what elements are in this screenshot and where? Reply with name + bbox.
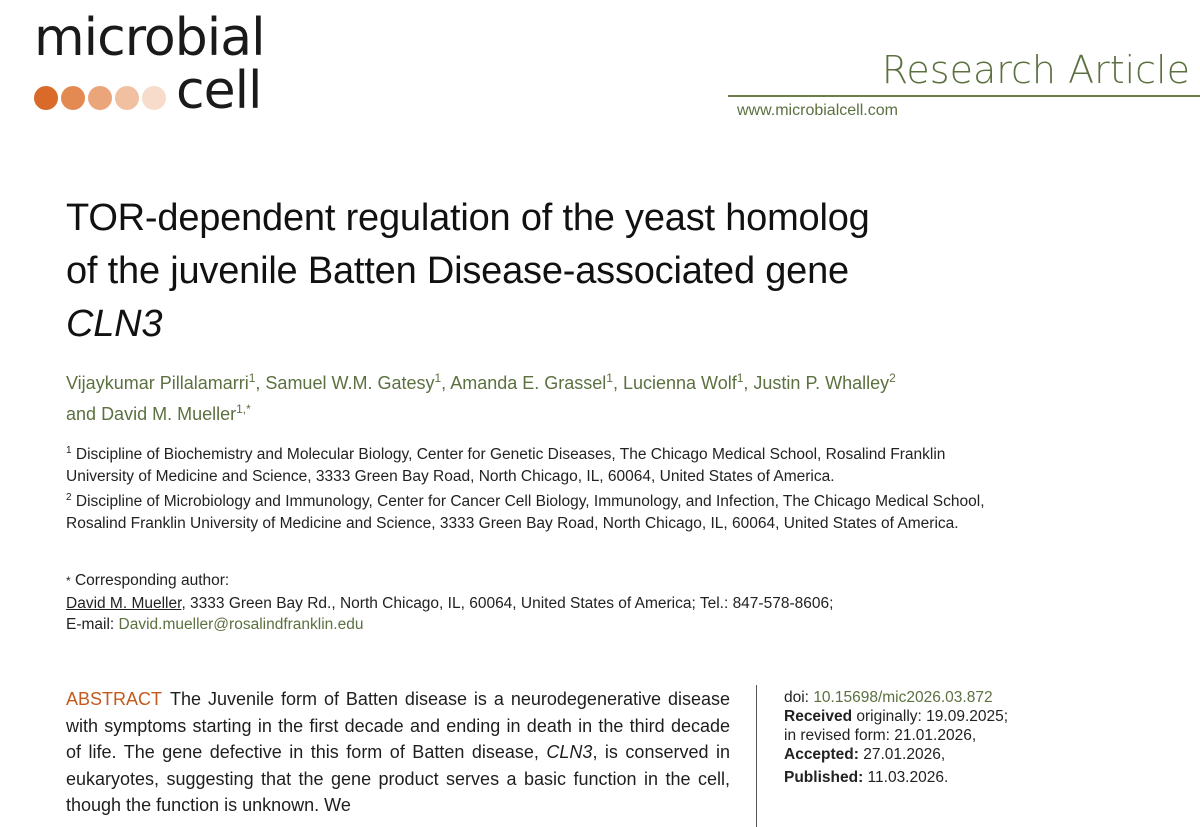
revised-date: in revised form: 21.01.2026, (784, 727, 977, 744)
title-line: of the juvenile Batten Disease-associated gene (66, 250, 849, 292)
affiliation-item (66, 440, 986, 487)
author-name: Lucienna Wolf (622, 373, 737, 393)
corresponding-author-name: David M. Mueller (66, 594, 182, 612)
affiliation-text: Discipline of Microbiology and Immunology, Center for Cancer Cell Biology, Immunology, and Infection, The Chicago Medical School, Rosalind Franklin University of Medicine and Science, 3333 Green Bay Road, North Chicago, IL, 60064, United States of America. (66, 493, 985, 532)
logo-dots (34, 86, 166, 110)
correspondence-label: Corresponding author: (74, 572, 230, 589)
published-label: Published: (784, 769, 864, 786)
article-metadata (784, 688, 1008, 787)
logo-dot (142, 86, 166, 110)
author-name: Vijaykumar Pillalamarri (66, 373, 249, 393)
logo-dot (115, 86, 139, 110)
doi-link[interactable]: 10.15698/mic2026.03.872 (813, 689, 993, 706)
affiliation-number: 2 (66, 492, 72, 504)
asterisk-icon: * (66, 574, 71, 588)
author-affiliation-mark: 1 (736, 371, 744, 385)
author-name: Amanda E. Grassel (450, 373, 607, 393)
affiliation-item (66, 487, 986, 534)
logo-word-microbial: microbial (34, 8, 265, 68)
logo-dot (34, 86, 58, 110)
author-name: David M. Mueller (101, 404, 237, 424)
author-affiliation-mark: 1 (434, 371, 442, 385)
affiliations (66, 440, 986, 534)
doi-label: doi: (784, 689, 809, 706)
affiliation-number: 1 (66, 445, 72, 456)
column-divider (756, 685, 757, 827)
logo-word-cell: cell (176, 61, 262, 121)
author-list: Vijaykumar Pillalamarri$^1$, Samuel W.M. Gatesy$^1$, Amanda E. Grassel$^1$, Lucienna Wolf$^1$, Justin P. Whalley$^2$ and David M. Mueller$^{1,*}$ (66, 371, 896, 424)
article-type: Research Article (881, 48, 1190, 92)
correspondence-block (66, 570, 986, 636)
author-affiliation-mark: 1 (248, 371, 256, 385)
abstract-heading: ABSTRACT (66, 689, 163, 709)
author-joiner: and (66, 404, 97, 424)
author-affiliation-mark: 1,* (236, 402, 251, 416)
email-label: E-mail: (66, 616, 119, 633)
article-title (66, 192, 1066, 351)
title-gene: CLN3 (66, 303, 163, 345)
accepted-label: Accepted: (784, 746, 859, 763)
logo-dot (61, 86, 85, 110)
journal-logo (34, 8, 265, 121)
abstract-gene: CLN3 (546, 742, 593, 762)
published-date: 11.03.2026. (867, 769, 949, 786)
author-affiliation-mark: 2 (889, 371, 896, 385)
abstract-text: , is conserved in eukaryotes, suggesting that the gene product serves a basic function in the cell, though the function is unknown. We (66, 742, 730, 815)
abstract-text: The Juvenile form of Batten disease is a neurodegenerative disease with symptoms starting in the first decade and ending in death in the third decade of life. The gene defective in this form of Batten disease, (66, 689, 730, 762)
logo-dot (88, 86, 112, 110)
author-name: Justin P. Whalley (753, 373, 890, 393)
corresponding-address: , 3333 Green Bay Rd., North Chicago, IL, 60064, United States of America; Tel.: 847-578-8606; (181, 594, 834, 612)
journal-website-link[interactable]: www.microbialcell.com (737, 102, 898, 119)
received-label: Received (784, 708, 853, 725)
title-line: TOR-dependent regulation of the yeast homolog (66, 197, 870, 239)
author-name: Samuel W.M. Gatesy (265, 373, 435, 393)
accepted-date: 27.01.2026, (863, 746, 946, 763)
author-affiliation-mark: 1 (606, 371, 613, 385)
affiliation-text: Discipline of Biochemistry and Molecular Biology, Center for Genetic Diseases, The Chicago Medical School, Rosalind Franklin University of Medicine and Science, 3333 Green Bay Road, North Chicago, IL, 60064, United States of America. (66, 446, 946, 485)
email-link[interactable]: David.mueller@rosalindfranklin.edu (118, 616, 364, 633)
abstract (66, 686, 730, 819)
received-date: originally: 19.09.2025; (856, 708, 1009, 725)
header-rule (728, 95, 1200, 97)
